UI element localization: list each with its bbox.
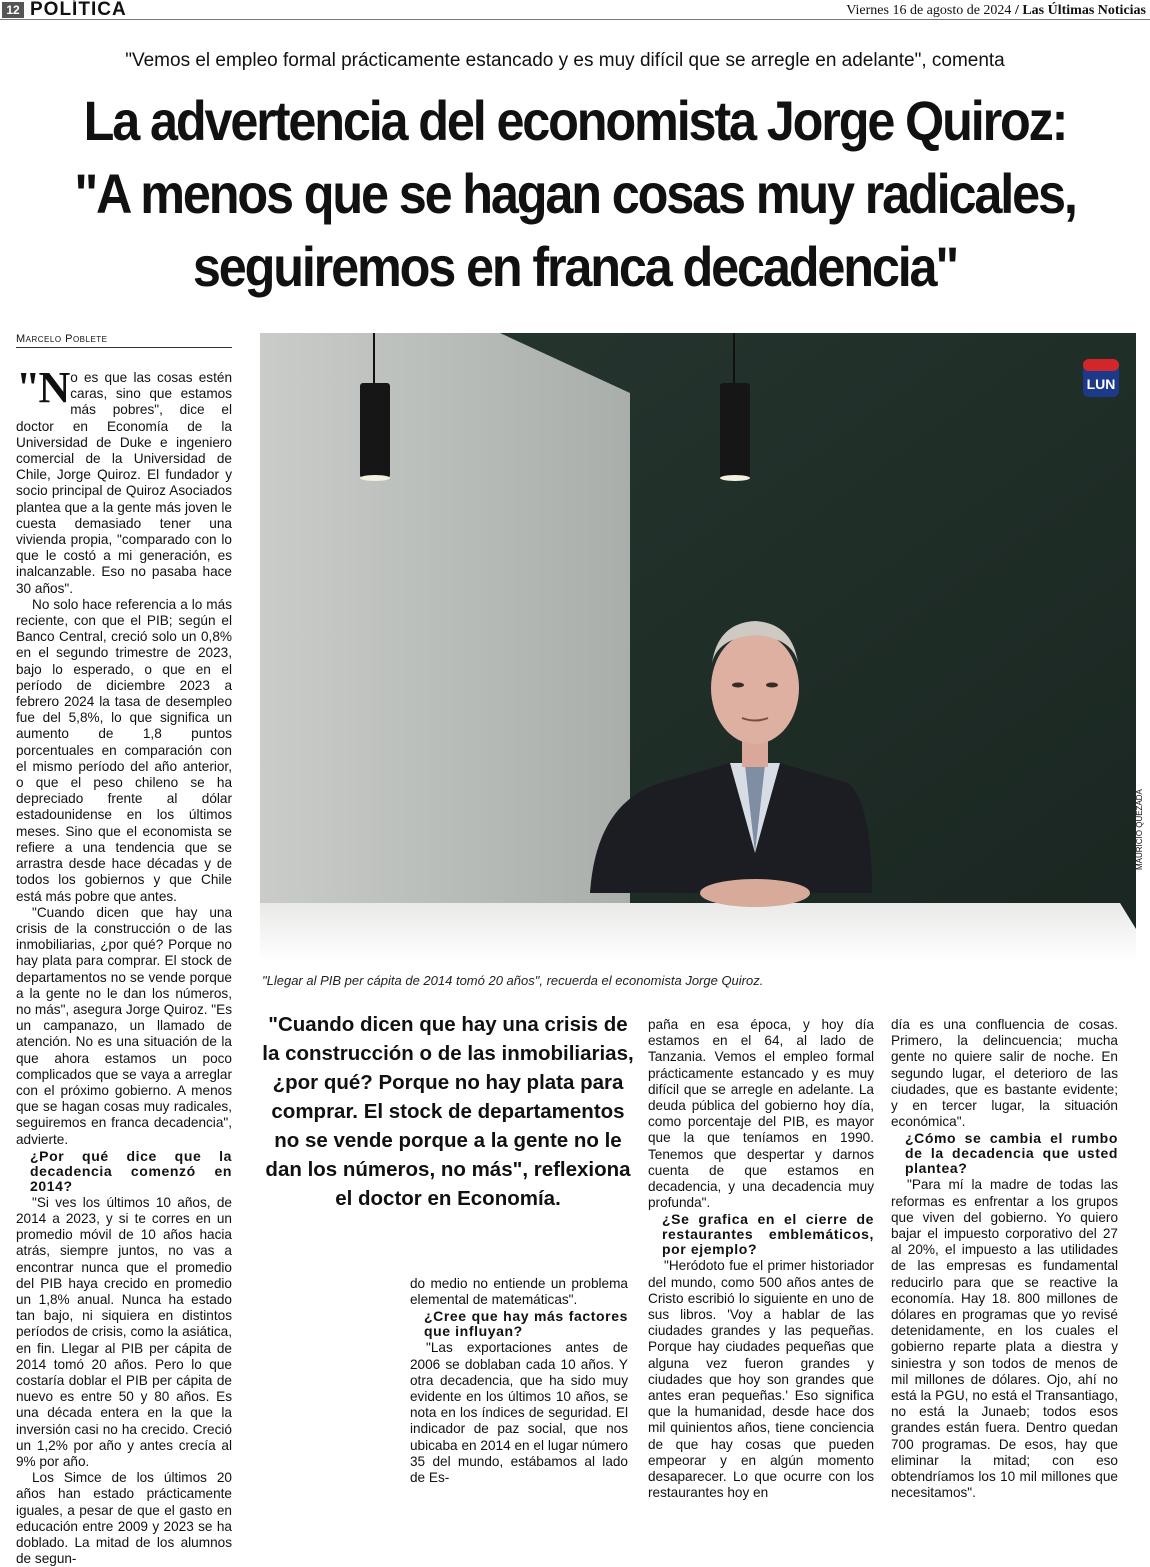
paragraph: "Para mí la madre de todas las reformas es enfrentar a los grupos que viven del gobierno. Yo quiero bajar el impuesto corporativo del 27 al 20%, el impuesto a las utilidades de las empresas es fundamental reducirlo para que se reactive la economía. Hay 18. 800 millones de dólares en programas que yo revisé detenidamente, en los cuales el gobierno reparte plata a diestra y siniestra y son todos de menos de mil millones de dólares. Ojo, ahí no está la PGU, no está el Transantiago, no está la Junaeb; todos esos grandes están fuera. Dentro quedan 700 programas. De esos, hay que eliminar la mitad; con eso obtendríamos los 10 mil millones que necesitamos". — [891, 1177, 1118, 1501]
article-photo — [260, 333, 1136, 963]
paragraph: día es una confluencia de cosas. Primero, la delincuencia; mucha gente no quiere salir de noche. En segundo lugar, el deterioro de las ciudades, que es bastante evidente; y en tercer lugar, la situación económica". — [891, 1017, 1118, 1130]
paragraph: No solo hace referencia a lo más reciente, con que el PIB; según el Banco Central, creció solo un 0,8% en el segundo trimestre de 2023, bajo lo esperado, o que en el período de diciembre 2023 a febrero 2024 la tasa de desempleo fue del 5,8%, lo que significa un aumento de 1,8 puntos porcentuales en comparación con el mismo período del año anterior, o que el peso chileno se ha depreciado frente al dólar estadounidense en los últimos meses. Sino que el economista se refiere a una tendencia que se arrastra desde hace décadas y de todos los gobiernos y que Chile está más pobre que antes. — [16, 596, 232, 904]
masthead — [0, 0, 1150, 20]
body-column-2 — [410, 1276, 628, 1486]
paragraph: "Cuando dicen que hay una crisis de la construcción o de las inmobiliarias, ¿por qué? Porque no hay plata para comprar. El stock de departamentos no se vende porque a la gente no le dan los números, no más", asegura Jorge Quiroz. "Es un campanazo, un llamado de atención. No es una situación de la que ahora estamos un poco complicados que se vaya a arreglar con el próximo gobierno. A menos que se hagan cosas muy radicales, seguiremos en franca decadencia", advierte. — [16, 904, 232, 1147]
interview-question: ¿Por qué dice que la decadencia comenzó en 2014? — [30, 1147, 232, 1194]
interview-question: ¿Se grafica en el cierre de restaurantes emblemáticos, por ejemplo? — [662, 1211, 874, 1258]
paragraph: "Heródoto fue el primer historiador del mundo, como 500 años antes de Cristo escribió lo siguiente en uno de sus libros. 'Voy a hablar de las ciudades grandes y las pequeñas. Porque hay ciudades pequeñas que alguna vez fueron grandes y ciudades que hoy son grandes que antes eran pequeñas.' Eso significa que la humanidad, desde hace dos mil quinientos años, tiene conciencia de que hay cosas que pueden empeorar y en algún momento desaparecer. Lo que ocurre con los restaurantes hoy en — [648, 1258, 874, 1501]
newspaper-name: Las Últimas Noticias — [1022, 3, 1146, 18]
interview-question: ¿Cómo se cambia el rumbo de la decadencia que usted plantea? — [905, 1130, 1118, 1177]
article-kicker: "Vemos el empleo formal prácticamente estancado y es muy difícil que se arregle en adelante", comenta — [125, 50, 1005, 71]
paragraph: "Las exportaciones antes de 2006 se doblaban cada 10 años. Y otra decadencia, que ha sido muy evidente en los últimos 10 años, se nota en los índices de seguridad. El indicador de paz social, que nos ubicaba en 2014 en el lugar número 35 del mundo, estábamos al lado de Es- — [410, 1340, 628, 1486]
dateline-separator: / — [1014, 3, 1019, 18]
section-name: POLÍTICA — [30, 0, 127, 20]
photo-credit: MAURICIO QUEZADA — [1135, 789, 1144, 870]
byline: Marcelo Poblete — [16, 333, 232, 348]
paragraph: Los Simce de los últimos 20 años han estado prácticamente iguales, a pesar de que el gasto en educación entre 2009 y 2023 se ha doblado. La mitad de los alumnos de segun- — [16, 1470, 232, 1567]
lun-logo: LUN — [1086, 376, 1116, 392]
photo-caption: "Llegar al PIB per cápita de 2014 tomó 20 años", recuerda el economista Jorge Quiroz. — [262, 973, 764, 988]
headline-line-1: La advertencia del economista Jorge Quiroz: — [83, 89, 1067, 152]
body-column-1 — [16, 363, 232, 1567]
portrait-illustration — [260, 333, 1136, 963]
pull-quote: "Cuando dicen que hay una crisis de la construcción o de las inmobiliarias, ¿por qué? Porque no hay plata para comprar. El stock de departamentos no se vende porque a la gente no le dan los números, no más", reflexiona el doctor en Economía. — [262, 1013, 634, 1210]
body-column-4 — [891, 1017, 1118, 1501]
dateline — [846, 3, 1146, 19]
page-number: 12 — [2, 2, 24, 18]
paragraph: "Si ves los últimos 10 años, de 2014 a 2023, y si te corres en un promedio móvil de 10 años hacia atrás, siempre juntos, no vas a encontrar nunca que el promedio del PIB haya crecido en promedio un 1,8% anual. Nunca ha estado tan bajo, ni siquiera en distintos períodos de crisis, como la asiática, en fin. Llegar al PIB per cápita de 2014 tomó 20 años. Pero lo que costaría doblar el PIB per cápita de nuevo es entre 50 y 80 años. Es una década entera en la que la inversión casi no ha crecido. Creció un 1,2% por año y antes crecía al 9% por año. — [16, 1194, 232, 1469]
paragraph: paña en esa época, y hoy día estamos en el 64, al lado de Tanzania. Vemos el empleo formal prácticamente estancado y es muy difícil que se arregle en adelante. La deuda pública del gobierno hoy día, como porcentaje del PIB, es mayor que la que teníamos en 1990. Tenemos que despertar y darnos cuenta de que estamos en decadencia, y una decadencia muy profunda". — [648, 1017, 874, 1211]
interview-question: ¿Cree que hay más factores que influyan? — [424, 1308, 628, 1340]
body-column-3 — [648, 1017, 874, 1501]
paragraph: "N o es que las cosas estén caras, sino que estamos más pobres", dice el doctor en Economía de la Universidad de Duke e ingeniero comercial de la Universidad de Chile, Jorge Quiroz. El fundador y socio principal de Quiroz Asociados plantea que a la gente más joven le cuesta demasiado tener una vivienda propia, "comparado con lo que le costó a mi generación, es inalcanzable. Eso no pasaba hace 30 años". — [16, 363, 232, 596]
paragraph: do medio no entiende un problema elemental de matemáticas". — [410, 1276, 628, 1308]
issue-date: Viernes 16 de agosto de 2024 — [846, 3, 1012, 18]
article-headline — [58, 84, 1093, 303]
headline-line-3: seguiremos en franca decadencia" — [192, 235, 958, 298]
headline-line-2: "A menos que se hagan cosas muy radicales, — [74, 162, 1076, 225]
drop-cap: "N — [16, 363, 69, 412]
